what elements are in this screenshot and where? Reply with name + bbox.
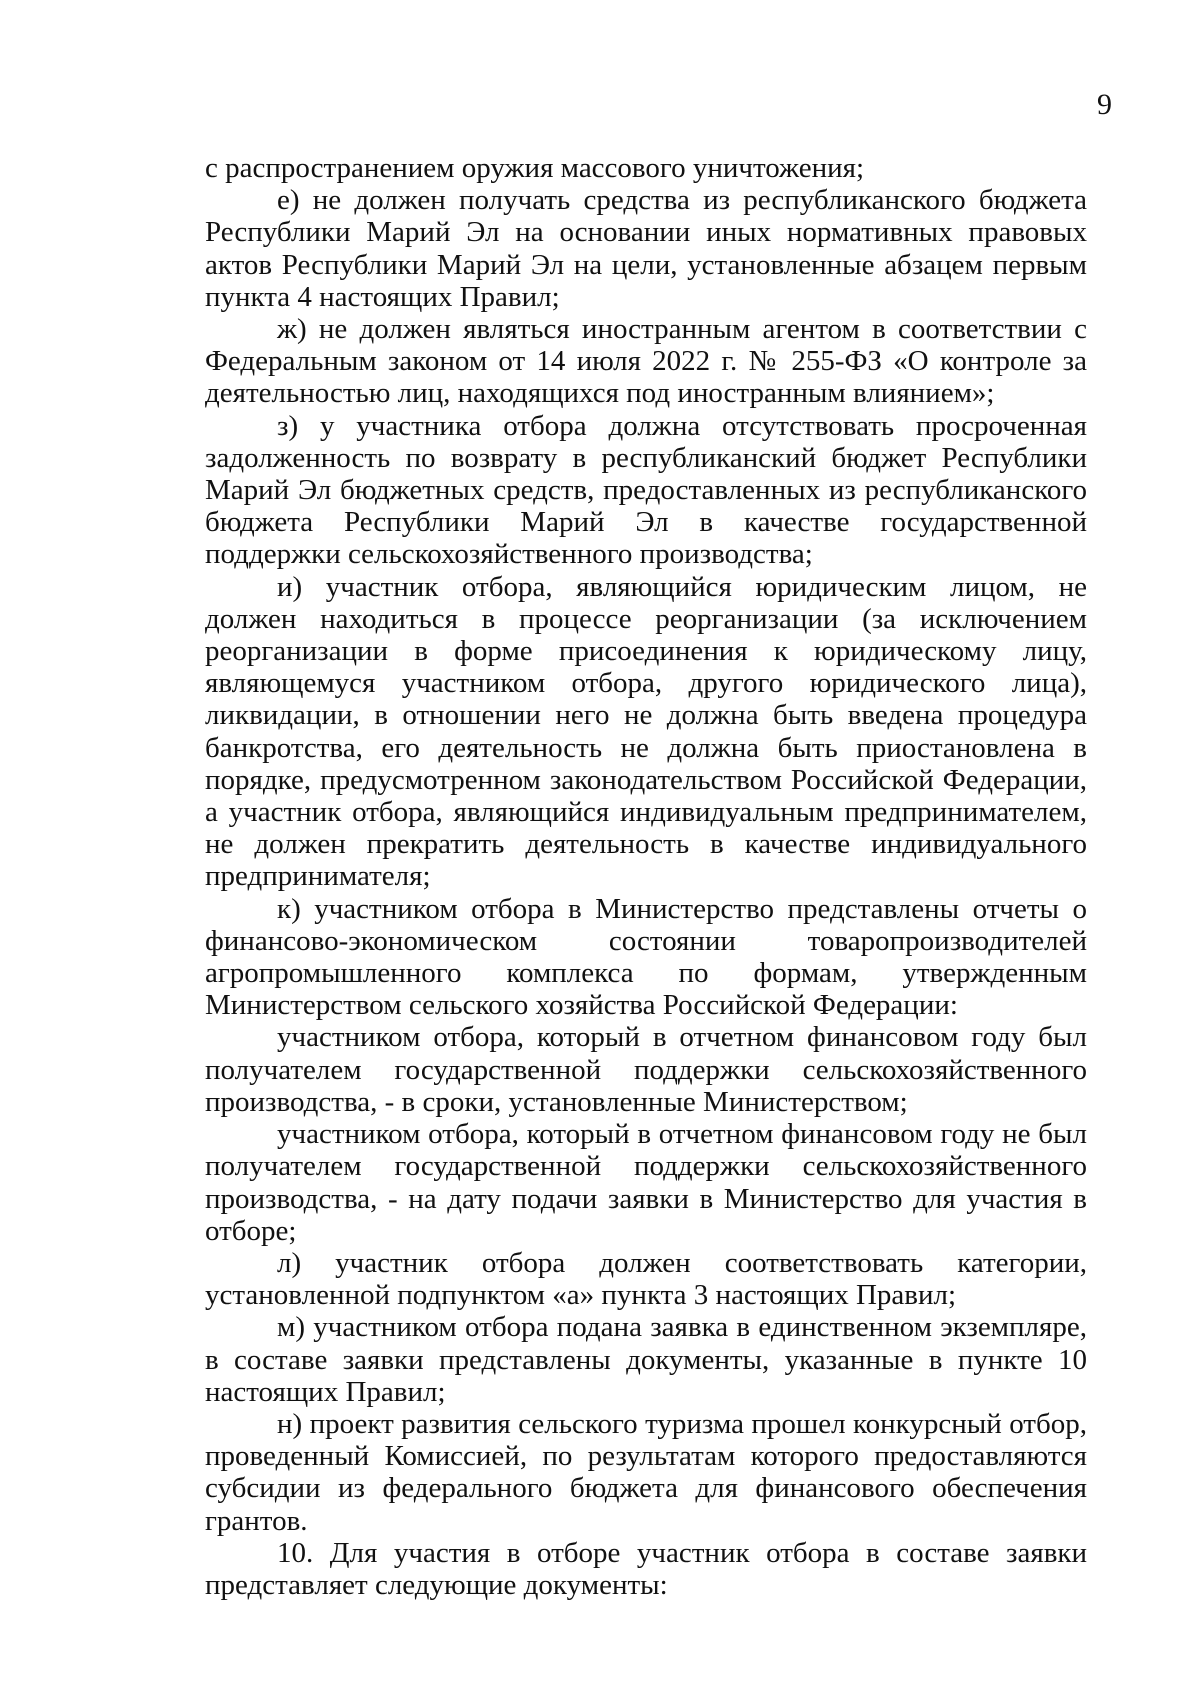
paragraph-item-k-subclause-2: участником отбора, который в отчетном финансовом году не был получателем государственной поддержки сельскохозяйственного производства, - на дату подачи заявки в Министерство для участия в отборе; xyxy=(205,1118,1087,1247)
paragraph-continuation: с распространением оружия массового уничтожения; xyxy=(205,152,864,184)
paragraph-section-10: 10. Для участия в отборе участник отбора в составе заявки представляет следующие документы: xyxy=(205,1536,1087,1601)
paragraph-item-m: м) участником отбора подана заявка в единственном экземпляре, в составе заявки представлены документы, указанные в пункте 10 настоящих Правил; xyxy=(205,1311,1087,1408)
paragraph-item-l: л) участник отбора должен соответствовать категории, установленной подпунктом «а» пункта 3 настоящих Правил; xyxy=(205,1246,1087,1312)
paragraph-item-zh: ж) не должен являться иностранным агентом в соответствии с Федеральным законом от 14 июля 2022 г. № 255-ФЗ «О контроле за деятельностью лиц, находящихся под иностранным влиянием»; xyxy=(205,313,1087,410)
page-number: 9 xyxy=(1097,88,1112,121)
paragraph-item-k: к) участником отбора в Министерство представлены отчеты о финансово-экономическом состоянии товаропроизводителей агропромышленного комплекса по формам, утвержденным Министерством сельского хозяйства Российской Федерации: xyxy=(205,892,1087,1022)
document-body xyxy=(205,152,1087,1601)
paragraph-item-e: е) не должен получать средства из республиканского бюджета Республики Марий Эл на основании иных нормативных правовых актов Республики Марий Эл на цели, установленные абзацем первым пункта 4 настоящих Правил; xyxy=(205,184,1087,313)
paragraph-item-z: з) у участника отбора должна отсутствовать просроченная задолженность по возврату в республиканский бюджет Республики Марий Эл бюджетных средств, предоставленных из республиканского бюджета Республики Марий Эл в качестве государственной поддержки сельскохозяйственного производства; xyxy=(205,409,1087,571)
paragraph-item-n: н) проект развития сельского туризма прошел конкурсный отбор, проведенный Комиссией, по результатам которого предоставляются субсидии из федерального бюджета для финансового обеспечения грантов. xyxy=(205,1407,1087,1537)
paragraph-item-k-subclause-1: участником отбора, который в отчетном финансовом году был получателем государственной поддержки сельскохозяйственного производства, - в сроки, установленные Министерством; xyxy=(205,1021,1087,1118)
paragraph-item-i: и) участник отбора, являющийся юридическим лицом, не должен находиться в процессе реорганизации (за исключением реорганизации в форме присоединения к юридическому лицу, являющемуся участником отбора, другого юридического лица), ликвидации, в отношении него не должна быть введена процедура банкротства, его деятельность не должна быть приостановлена в порядке, предусмотренном законодательством Российской Федерации, а участник отбора, являющийся индивидуальным предпринимателем, не должен прекратить деятельность в качестве индивидуального предпринимателя; xyxy=(205,570,1087,893)
